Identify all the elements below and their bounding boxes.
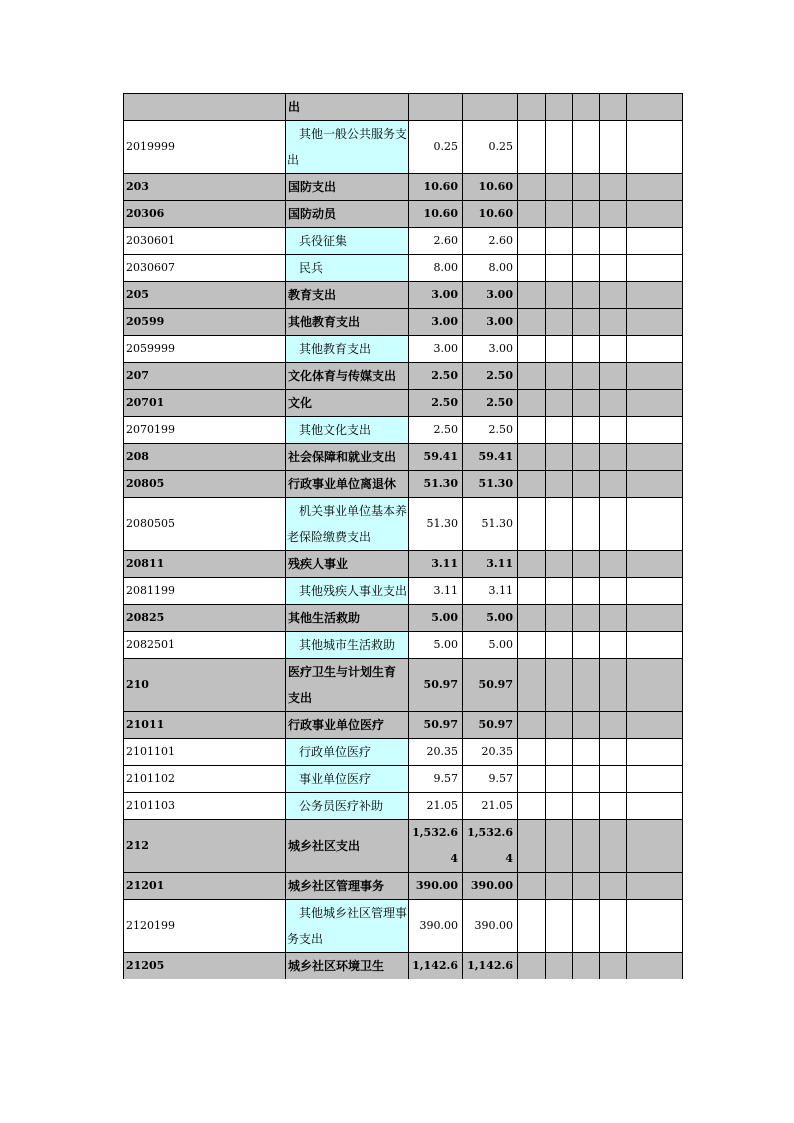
amount-column1-cell: 10.60 (409, 201, 463, 228)
empty-cell (627, 94, 683, 121)
code-cell: 20306 (124, 201, 286, 228)
amount-column1-cell: 1,532.64 (409, 820, 463, 873)
empty-cell (573, 417, 600, 444)
empty-cell (600, 255, 627, 282)
amount-column1-cell: 1,142.6 (409, 953, 463, 980)
empty-cell (518, 739, 546, 766)
code-cell: 2030607 (124, 255, 286, 282)
empty-cell (600, 94, 627, 121)
code-cell: 208 (124, 444, 286, 471)
empty-cell (546, 444, 573, 471)
empty-cell (518, 578, 546, 605)
empty-cell (600, 873, 627, 900)
detail-row (124, 121, 683, 174)
amount-column1-cell: 390.00 (409, 900, 463, 953)
empty-cell (573, 174, 600, 201)
amount-column1-cell: 51.30 (409, 498, 463, 551)
empty-cell (627, 578, 683, 605)
amount-column2-cell: 390.00 (463, 900, 518, 953)
name-cell: 其他生活救助 (286, 605, 409, 632)
amount-column1-cell (409, 94, 463, 121)
name-cell: 其他文化支出 (286, 417, 409, 444)
empty-cell (627, 444, 683, 471)
empty-cell (546, 900, 573, 953)
amount-column1-cell: 3.00 (409, 336, 463, 363)
section-row (124, 659, 683, 712)
empty-cell (573, 363, 600, 390)
detail-row (124, 900, 683, 953)
amount-column2-cell: 1,532.64 (463, 820, 518, 873)
table-body (124, 94, 683, 980)
empty-cell (546, 953, 573, 980)
code-cell: 2082501 (124, 632, 286, 659)
name-cell: 行政事业单位医疗 (286, 712, 409, 739)
name-cell: 机关事业单位基本养老保险缴费支出 (286, 498, 409, 551)
amount-column2-cell: 51.30 (463, 471, 518, 498)
amount-column1-cell: 3.11 (409, 578, 463, 605)
name-cell: 行政单位医疗 (286, 739, 409, 766)
empty-cell (573, 282, 600, 309)
empty-cell (546, 551, 573, 578)
name-cell: 文化体育与传媒支出 (286, 363, 409, 390)
section-row (124, 605, 683, 632)
empty-cell (546, 255, 573, 282)
empty-cell (627, 498, 683, 551)
name-cell: 其他一般公共服务支出 (286, 121, 409, 174)
empty-cell (546, 121, 573, 174)
empty-cell (518, 793, 546, 820)
empty-cell (627, 255, 683, 282)
name-cell: 教育支出 (286, 282, 409, 309)
empty-cell (573, 632, 600, 659)
section-row (124, 174, 683, 201)
name-cell: 社会保障和就业支出 (286, 444, 409, 471)
amount-column1-cell: 3.11 (409, 551, 463, 578)
empty-cell (627, 900, 683, 953)
empty-cell (546, 417, 573, 444)
amount-column2-cell: 59.41 (463, 444, 518, 471)
empty-cell (627, 201, 683, 228)
empty-cell (627, 309, 683, 336)
empty-cell (518, 605, 546, 632)
amount-column2-cell: 2.50 (463, 417, 518, 444)
amount-column1-cell: 59.41 (409, 444, 463, 471)
empty-cell (518, 94, 546, 121)
code-cell: 205 (124, 282, 286, 309)
empty-cell (546, 873, 573, 900)
empty-cell (546, 605, 573, 632)
detail-row (124, 739, 683, 766)
section-row (124, 471, 683, 498)
amount-column2-cell: 3.00 (463, 282, 518, 309)
name-cell: 医疗卫生与计划生育支出 (286, 659, 409, 712)
code-cell: 2101102 (124, 766, 286, 793)
amount-column2-cell: 9.57 (463, 766, 518, 793)
code-cell: 20805 (124, 471, 286, 498)
empty-cell (600, 363, 627, 390)
section-row (124, 953, 683, 980)
detail-row (124, 632, 683, 659)
name-cell: 其他残疾人事业支出 (286, 578, 409, 605)
name-cell: 民兵 (286, 255, 409, 282)
code-cell: 20599 (124, 309, 286, 336)
section-row (124, 363, 683, 390)
empty-cell (627, 174, 683, 201)
detail-row (124, 228, 683, 255)
empty-cell (518, 659, 546, 712)
code-cell: 2120199 (124, 900, 286, 953)
amount-column2-cell: 50.97 (463, 659, 518, 712)
code-cell (124, 94, 286, 121)
empty-cell (573, 228, 600, 255)
empty-cell (627, 873, 683, 900)
empty-cell (518, 228, 546, 255)
detail-row (124, 498, 683, 551)
empty-cell (518, 444, 546, 471)
code-cell: 20811 (124, 551, 286, 578)
empty-cell (518, 551, 546, 578)
name-cell: 兵役征集 (286, 228, 409, 255)
empty-cell (546, 174, 573, 201)
empty-cell (600, 174, 627, 201)
amount-column1-cell: 0.25 (409, 121, 463, 174)
empty-cell (600, 953, 627, 980)
empty-cell (600, 712, 627, 739)
amount-column2-cell: 50.97 (463, 712, 518, 739)
amount-column2-cell: 51.30 (463, 498, 518, 551)
empty-cell (573, 498, 600, 551)
empty-cell (573, 444, 600, 471)
amount-column2-cell: 20.35 (463, 739, 518, 766)
amount-column1-cell: 50.97 (409, 712, 463, 739)
empty-cell (518, 632, 546, 659)
amount-column2-cell: 8.00 (463, 255, 518, 282)
name-cell: 行政事业单位离退休 (286, 471, 409, 498)
name-cell: 事业单位医疗 (286, 766, 409, 793)
name-cell: 国防动员 (286, 201, 409, 228)
empty-cell (546, 282, 573, 309)
empty-cell (573, 900, 600, 953)
amount-column2-cell: 2.50 (463, 363, 518, 390)
amount-column2-cell: 21.05 (463, 793, 518, 820)
amount-column2-cell: 3.00 (463, 309, 518, 336)
empty-cell (627, 659, 683, 712)
empty-cell (573, 739, 600, 766)
empty-cell (518, 282, 546, 309)
code-cell: 20701 (124, 390, 286, 417)
amount-column1-cell: 9.57 (409, 766, 463, 793)
detail-row (124, 578, 683, 605)
section-row (124, 873, 683, 900)
empty-cell (627, 336, 683, 363)
amount-column2-cell: 2.50 (463, 390, 518, 417)
section-row (124, 551, 683, 578)
amount-column1-cell: 2.50 (409, 363, 463, 390)
empty-cell (600, 471, 627, 498)
code-cell: 2019999 (124, 121, 286, 174)
empty-cell (546, 363, 573, 390)
code-cell: 2080505 (124, 498, 286, 551)
amount-column2-cell: 2.60 (463, 228, 518, 255)
empty-cell (600, 766, 627, 793)
amount-column1-cell: 3.00 (409, 282, 463, 309)
empty-cell (573, 121, 600, 174)
empty-cell (518, 174, 546, 201)
empty-cell (600, 900, 627, 953)
code-cell: 21201 (124, 873, 286, 900)
empty-cell (546, 228, 573, 255)
section-row (124, 94, 683, 121)
amount-column2-cell: 0.25 (463, 121, 518, 174)
empty-cell (518, 255, 546, 282)
empty-cell (518, 390, 546, 417)
code-cell: 2030601 (124, 228, 286, 255)
amount-column2-cell: 5.00 (463, 605, 518, 632)
empty-cell (546, 739, 573, 766)
detail-row (124, 766, 683, 793)
amount-column1-cell: 51.30 (409, 471, 463, 498)
empty-cell (600, 632, 627, 659)
empty-cell (627, 793, 683, 820)
code-cell: 210 (124, 659, 286, 712)
empty-cell (627, 471, 683, 498)
section-row (124, 282, 683, 309)
empty-cell (546, 498, 573, 551)
empty-cell (600, 739, 627, 766)
section-row (124, 309, 683, 336)
empty-cell (518, 471, 546, 498)
empty-cell (546, 201, 573, 228)
amount-column1-cell: 20.35 (409, 739, 463, 766)
empty-cell (573, 94, 600, 121)
name-cell: 其他教育支出 (286, 309, 409, 336)
empty-cell (573, 766, 600, 793)
code-cell: 20825 (124, 605, 286, 632)
empty-cell (627, 605, 683, 632)
empty-cell (518, 336, 546, 363)
name-cell: 城乡社区管理事务 (286, 873, 409, 900)
amount-column1-cell: 5.00 (409, 605, 463, 632)
empty-cell (627, 363, 683, 390)
empty-cell (573, 820, 600, 873)
empty-cell (627, 282, 683, 309)
amount-column1-cell: 8.00 (409, 255, 463, 282)
empty-cell (546, 820, 573, 873)
amount-column1-cell: 50.97 (409, 659, 463, 712)
empty-cell (627, 417, 683, 444)
name-cell: 残疾人事业 (286, 551, 409, 578)
detail-row (124, 255, 683, 282)
empty-cell (600, 605, 627, 632)
empty-cell (573, 578, 600, 605)
amount-column1-cell: 3.00 (409, 309, 463, 336)
name-cell: 文化 (286, 390, 409, 417)
section-row (124, 444, 683, 471)
empty-cell (600, 793, 627, 820)
empty-cell (546, 793, 573, 820)
empty-cell (573, 255, 600, 282)
empty-cell (627, 766, 683, 793)
empty-cell (627, 632, 683, 659)
empty-cell (546, 659, 573, 712)
code-cell: 2059999 (124, 336, 286, 363)
empty-cell (546, 309, 573, 336)
empty-cell (600, 282, 627, 309)
code-cell: 207 (124, 363, 286, 390)
empty-cell (600, 578, 627, 605)
empty-cell (600, 659, 627, 712)
empty-cell (627, 953, 683, 980)
empty-cell (546, 578, 573, 605)
amount-column2-cell: 3.11 (463, 578, 518, 605)
name-cell: 国防支出 (286, 174, 409, 201)
code-cell: 2081199 (124, 578, 286, 605)
code-cell: 21011 (124, 712, 286, 739)
empty-cell (546, 471, 573, 498)
section-row (124, 201, 683, 228)
empty-cell (627, 390, 683, 417)
amount-column2-cell (463, 94, 518, 121)
name-cell: 公务员医疗补助 (286, 793, 409, 820)
empty-cell (573, 309, 600, 336)
empty-cell (600, 121, 627, 174)
empty-cell (627, 551, 683, 578)
budget-expenditure-table (123, 93, 683, 979)
empty-cell (600, 417, 627, 444)
empty-cell (518, 121, 546, 174)
empty-cell (518, 309, 546, 336)
amount-column1-cell: 2.60 (409, 228, 463, 255)
detail-row (124, 793, 683, 820)
empty-cell (518, 900, 546, 953)
table-page-region (123, 93, 682, 979)
section-row (124, 820, 683, 873)
amount-column2-cell: 390.00 (463, 873, 518, 900)
section-row (124, 390, 683, 417)
empty-cell (600, 820, 627, 873)
name-cell: 其他教育支出 (286, 336, 409, 363)
empty-cell (518, 201, 546, 228)
amount-column2-cell: 10.60 (463, 201, 518, 228)
empty-cell (573, 605, 600, 632)
empty-cell (518, 712, 546, 739)
amount-column1-cell: 390.00 (409, 873, 463, 900)
name-cell: 出 (286, 94, 409, 121)
empty-cell (546, 632, 573, 659)
name-cell: 其他城乡社区管理事务支出 (286, 900, 409, 953)
code-cell: 2070199 (124, 417, 286, 444)
code-cell: 2101103 (124, 793, 286, 820)
detail-row (124, 336, 683, 363)
empty-cell (573, 659, 600, 712)
amount-column1-cell: 21.05 (409, 793, 463, 820)
amount-column2-cell: 1,142.6 (463, 953, 518, 980)
empty-cell (518, 363, 546, 390)
name-cell: 城乡社区支出 (286, 820, 409, 873)
empty-cell (546, 390, 573, 417)
empty-cell (600, 228, 627, 255)
amount-column2-cell: 5.00 (463, 632, 518, 659)
empty-cell (573, 201, 600, 228)
empty-cell (600, 390, 627, 417)
empty-cell (600, 309, 627, 336)
code-cell: 2101101 (124, 739, 286, 766)
empty-cell (546, 766, 573, 793)
empty-cell (518, 498, 546, 551)
empty-cell (573, 953, 600, 980)
empty-cell (600, 444, 627, 471)
empty-cell (573, 471, 600, 498)
amount-column2-cell: 3.00 (463, 336, 518, 363)
empty-cell (573, 873, 600, 900)
empty-cell (573, 793, 600, 820)
detail-row (124, 417, 683, 444)
amount-column2-cell: 10.60 (463, 174, 518, 201)
empty-cell (573, 390, 600, 417)
empty-cell (546, 94, 573, 121)
empty-cell (627, 121, 683, 174)
section-row (124, 712, 683, 739)
amount-column1-cell: 2.50 (409, 417, 463, 444)
amount-column1-cell: 10.60 (409, 174, 463, 201)
empty-cell (518, 953, 546, 980)
code-cell: 212 (124, 820, 286, 873)
empty-cell (600, 551, 627, 578)
empty-cell (546, 336, 573, 363)
amount-column2-cell: 3.11 (463, 551, 518, 578)
empty-cell (518, 766, 546, 793)
empty-cell (627, 712, 683, 739)
empty-cell (600, 498, 627, 551)
empty-cell (518, 873, 546, 900)
code-cell: 203 (124, 174, 286, 201)
empty-cell (627, 739, 683, 766)
empty-cell (573, 551, 600, 578)
empty-cell (627, 820, 683, 873)
empty-cell (546, 712, 573, 739)
empty-cell (600, 201, 627, 228)
name-cell: 其他城市生活救助 (286, 632, 409, 659)
name-cell: 城乡社区环境卫生 (286, 953, 409, 980)
code-cell: 21205 (124, 953, 286, 980)
empty-cell (573, 712, 600, 739)
empty-cell (600, 336, 627, 363)
amount-column1-cell: 5.00 (409, 632, 463, 659)
empty-cell (627, 228, 683, 255)
amount-column1-cell: 2.50 (409, 390, 463, 417)
empty-cell (518, 820, 546, 873)
empty-cell (518, 417, 546, 444)
empty-cell (573, 336, 600, 363)
